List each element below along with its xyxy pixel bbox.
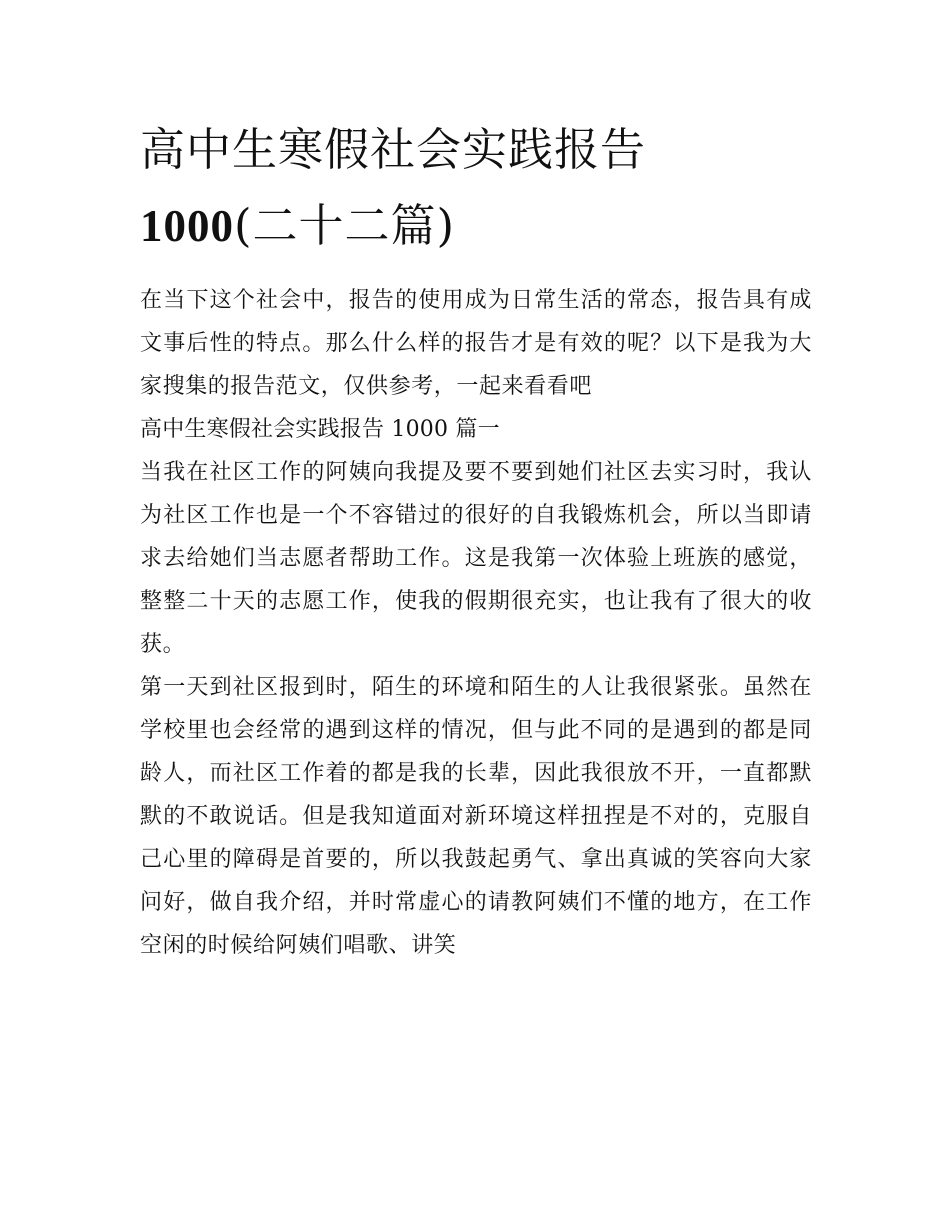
title-suffix: (二十二篇)	[234, 199, 456, 252]
document-body	[140, 279, 812, 967]
title-number: 1000	[140, 201, 234, 251]
section-heading: 高中生寒假社会实践报告 1000 篇一	[140, 417, 500, 442]
title-line-1: 高中生寒假社会实践报告	[140, 123, 647, 176]
body-paragraph: 第一天到社区报到时，陌生的环境和陌生的人让我很紧张。虽然在学校里也会经常的遇到这样的情况，但与此不同的是遇到的都是同龄人，而社区工作着的都是我的长辈，因此我很放不开，一直都默默的不敢说话。但是我知道面对新环境这样扭捏是不对的，克服自己心里的障碍是首要的，所以我鼓起勇气、拿出真诚的笑容向大家问好，做自我介绍，并时常虚心的请教阿姨们不懂的地方，在工作空闲的时候给阿姨们唱歌、讲笑	[140, 675, 812, 958]
document-title	[140, 112, 820, 264]
intro-paragraph: 在当下这个社会中，报告的使用成为日常生活的常态，报告具有成文事后性的特点。那么什么样的报告才是有效的呢？以下是我为大家搜集的报告范文，仅供参考，一起来看看吧	[140, 288, 812, 399]
body-paragraph: 当我在社区工作的阿姨向我提及要不要到她们社区去实习时，我认为社区工作也是一个不容错过的很好的自我锻炼机会，所以当即请求去给她们当志愿者帮助工作。这是我第一次体验上班族的感觉，整整二十天的志愿工作，使我的假期很充实，也让我有了很大的收获。	[140, 460, 812, 657]
